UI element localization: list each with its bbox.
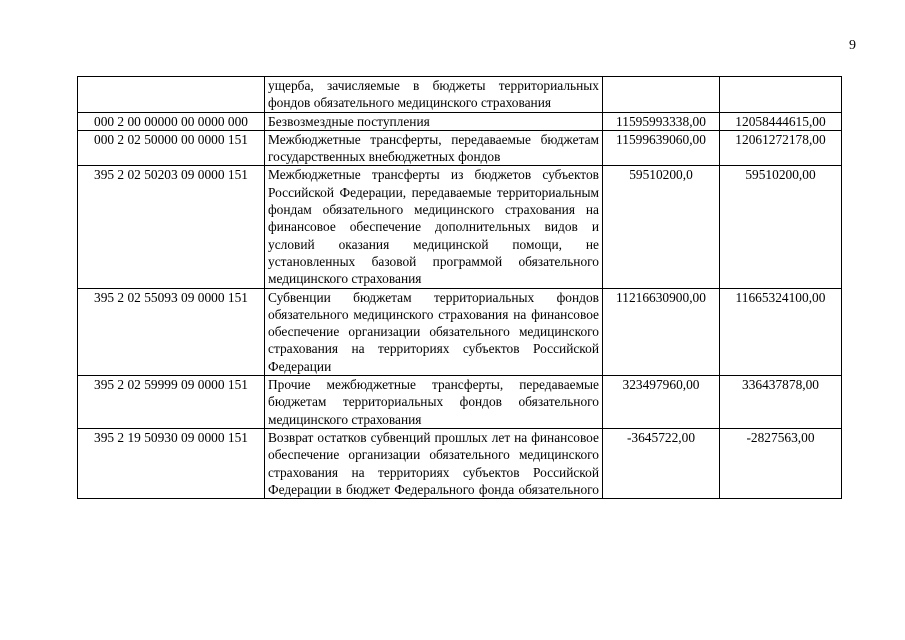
table-row bbox=[78, 428, 842, 498]
budget-code-cell: 395 2 19 50930 09 0000 151 bbox=[78, 428, 265, 498]
revenue-name-cell: ущерба, зачисляемые в бюджеты территориальных фондов обязательного медицинского страхования bbox=[265, 77, 603, 113]
page-number: 9 bbox=[849, 38, 856, 53]
year2-amount-cell: 59510200,00 bbox=[720, 166, 842, 288]
year1-amount-cell bbox=[603, 77, 720, 113]
revenue-name-cell: Возврат остатков субвенций прошлых лет на финансовое обеспечение организации обязательного медицинского страхования на территориях субъектов Российской Федерации в бюджет Федерального фонда обязательного bbox=[265, 428, 603, 498]
table-row bbox=[78, 130, 842, 166]
table-row bbox=[78, 376, 842, 429]
year2-amount-cell: -2827563,00 bbox=[720, 428, 842, 498]
year2-amount-cell: 11665324100,00 bbox=[720, 288, 842, 375]
year2-amount-cell: 12058444615,00 bbox=[720, 112, 842, 130]
revenue-name-cell: Субвенции бюджетам территориальных фондов обязательного медицинского страхования на финансовое обеспечение организации обязательного медицинского страхования на территориях субъектов Российской Федерации bbox=[265, 288, 603, 375]
table-row bbox=[78, 77, 842, 113]
year1-amount-cell: 11595993338,00 bbox=[603, 112, 720, 130]
revenue-name-cell: Безвозмездные поступления bbox=[265, 112, 603, 130]
revenue-table bbox=[77, 76, 842, 499]
year1-amount-cell: -3645722,00 bbox=[603, 428, 720, 498]
budget-code-cell: 395 2 02 50203 09 0000 151 bbox=[78, 166, 265, 288]
table-row bbox=[78, 112, 842, 130]
table-row bbox=[78, 288, 842, 375]
revenue-name-cell: Межбюджетные трансферты, передаваемые бюджетам государственных внебюджетных фондов bbox=[265, 130, 603, 166]
budget-code-cell: 000 2 02 50000 00 0000 151 bbox=[78, 130, 265, 166]
year2-amount-cell bbox=[720, 77, 842, 113]
revenue-name-cell: Прочие межбюджетные трансферты, передаваемые бюджетам территориальных фондов обязательного медицинского страхования bbox=[265, 376, 603, 429]
budget-code-cell bbox=[78, 77, 265, 113]
year2-amount-cell: 12061272178,00 bbox=[720, 130, 842, 166]
budget-code-cell: 000 2 00 00000 00 0000 000 bbox=[78, 112, 265, 130]
year1-amount-cell: 11216630900,00 bbox=[603, 288, 720, 375]
year1-amount-cell: 11599639060,00 bbox=[603, 130, 720, 166]
budget-code-cell: 395 2 02 59999 09 0000 151 bbox=[78, 376, 265, 429]
table-row bbox=[78, 166, 842, 288]
revenue-name-cell: Межбюджетные трансферты из бюджетов субъектов Российской Федерации, передаваемые территориальным фондам обязательного медицинского страхования на финансовое обеспечение дополнительных видов и условий оказания медицинской помощи, не установленных базовой программой обязательного медицинского страхования bbox=[265, 166, 603, 288]
year1-amount-cell: 59510200,0 bbox=[603, 166, 720, 288]
year2-amount-cell: 336437878,00 bbox=[720, 376, 842, 429]
year1-amount-cell: 323497960,00 bbox=[603, 376, 720, 429]
budget-code-cell: 395 2 02 55093 09 0000 151 bbox=[78, 288, 265, 375]
